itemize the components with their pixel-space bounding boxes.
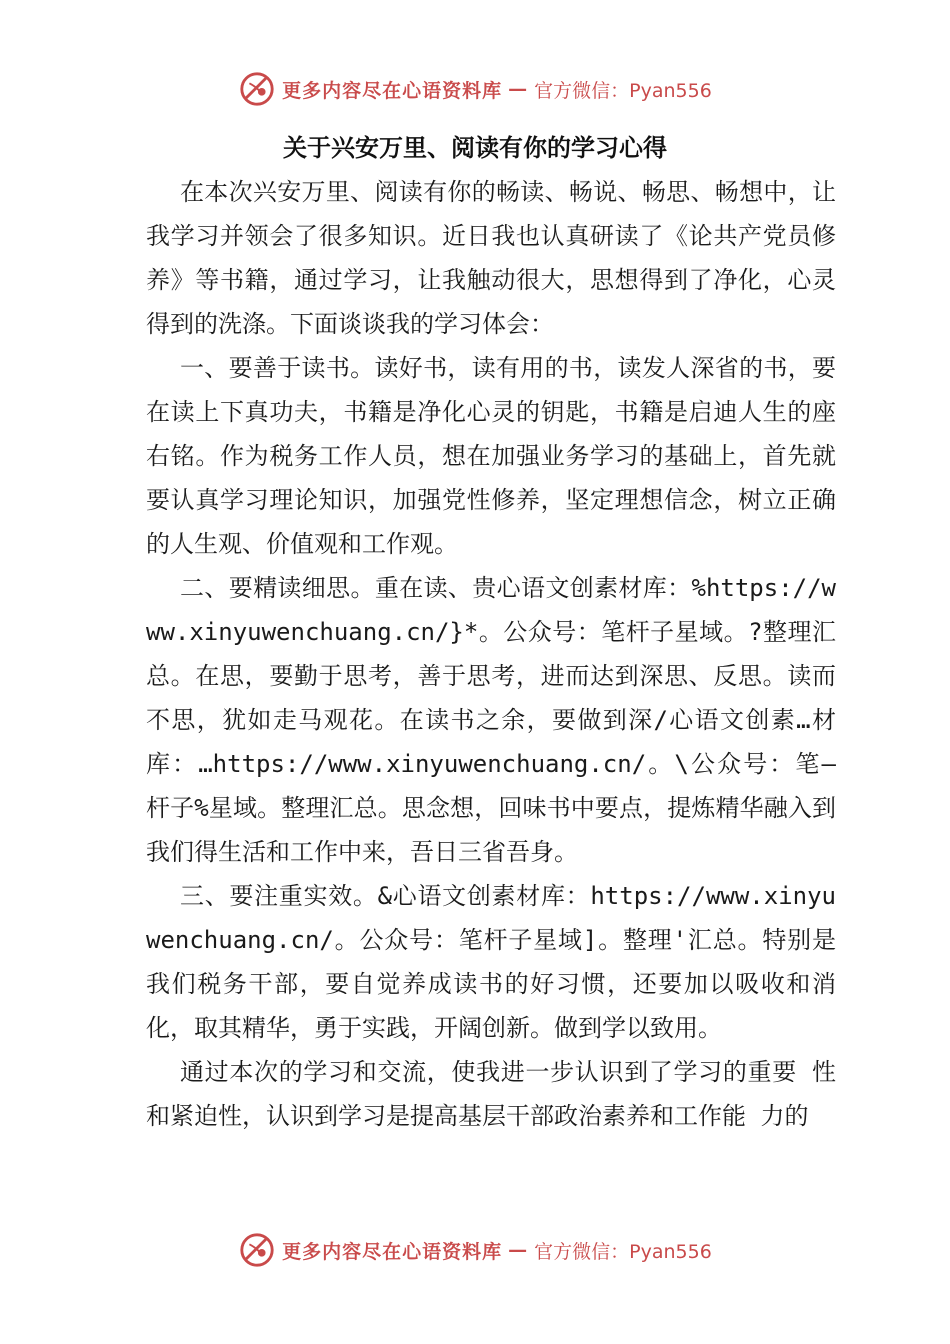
banner-wechat: 官方微信：Pyan556 [534,79,712,102]
paragraph: 二、要精读细思。重在读、贵心语文创素材库：%https://www.xinyuwenchuang.cn/}*。公众号：笔杆子星域。?整理汇总。在思，要勤于思考，善于思考，进而达到深思、反思。读而不思，犹如走马观花。在读书之余，要做到深/心语文创素…材库：…https://www.xinyuwenchuang.cn/。\公众号：笔—杆子%星域。整理汇总。思念想，回味书中要点，提炼精华融入到我们得生活和工作中来，吾日三省吾身。 [146,574,836,866]
paragraph: 一、要善于读书。读好书，读有用的书，读发人深省的书，要在读上下真功夫，书籍是净化心灵的钥匙，书籍是启迪人生的座右铭。作为税务工作人员，想在加强业务学习的基础上，首先就要认真学习理论知识，加强党性修养，坚定理想信念，树立正确的人生观、价值观和工作观。 [146,354,836,558]
paragraph: 在本次兴安万里、阅读有你的畅读、畅说、畅思、畅想中，让我学习并领会了很多知识。近日我也认真研读了《论共产党员修养》等书籍，通过学习，让我触动很大，思想得到了净化，心灵得到的洗涤。下面谈谈我的学习体会： [146,178,836,338]
document-title: 关于兴安万里、阅读有你的学习心得 [283,134,667,162]
paragraph: 通过本次的学习和交流，使我进一步认识到了学习的重要 性和紧迫性，认识到学习是提高基层干部政治素养和工作能 力的 [146,1058,836,1130]
header-banner [0,70,950,114]
banner-wechat: 官方微信：Pyan556 [534,1240,712,1263]
banner-text: 更多内容尽在心语资料库 [282,79,503,102]
paragraph: 三、要注重实效。&心语文创素材库：https://www.xinyuwenchuang.cn/。公众号：笔杆子星域]。整理'汇总。特别是我们税务干部，要自觉养成读书的好习惯，还要加以吸收和消化，取其精华，勇于实践，开阔创新。做到学以致用。 [146,882,836,1042]
pen-logo-icon [238,70,276,108]
banner-dash: — [508,1239,529,1261]
pen-logo-icon [238,1231,276,1269]
document-body [146,170,836,1138]
footer-banner [0,1231,950,1275]
banner-dash: — [508,78,529,100]
banner-text: 更多内容尽在心语资料库 [282,1240,503,1263]
